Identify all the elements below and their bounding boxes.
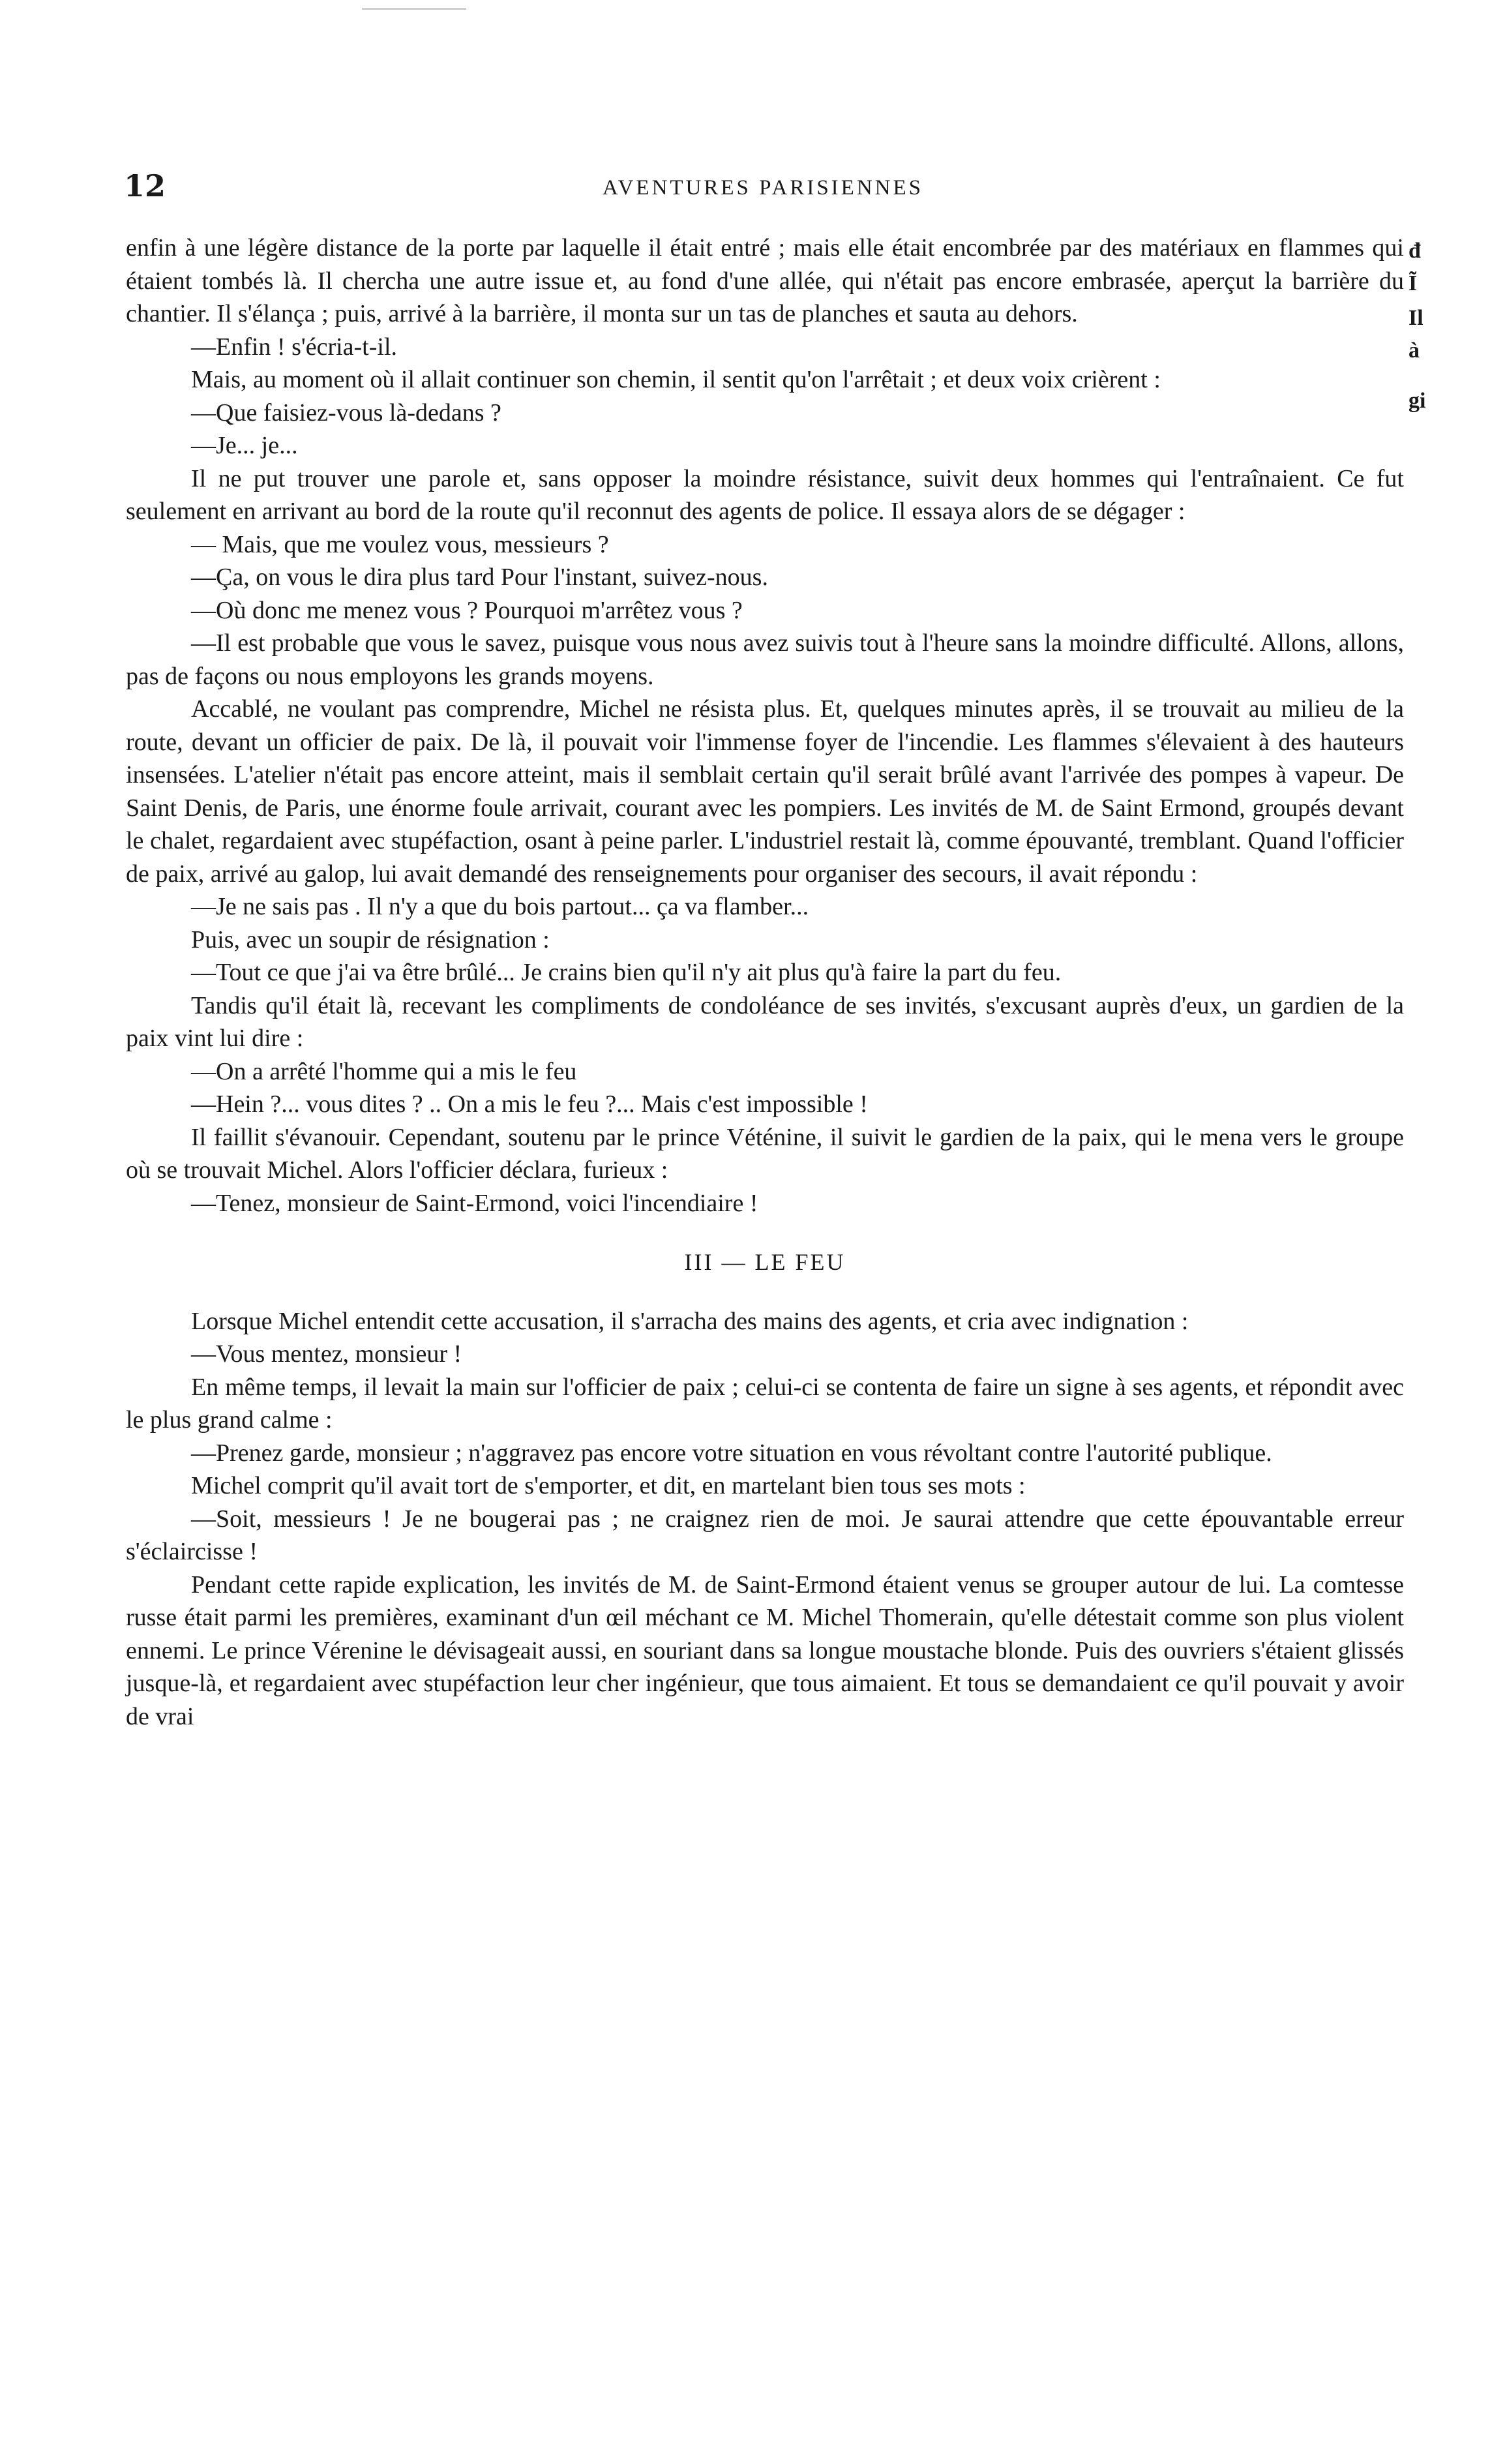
paragraph: —Tout ce que j'ai va être brûlé... Je crains bien qu'il n'y ait plus qu'à faire la part du feu. <box>191 959 1062 986</box>
margin-note: đ <box>1408 239 1421 263</box>
paragraph: —Je ne sais pas . Il n'y a que du bois partout... ça va flamber... <box>191 893 809 920</box>
paragraph: Michel comprit qu'il avait tort de s'emporter, et dit, en martelant bien tous ses mots : <box>191 1472 1026 1499</box>
body-text <box>126 232 1404 1733</box>
paragraph: En même temps, il levait la main sur l'officier de paix ; celui-ci se contenta de faire un signe à ses agents, et répondit avec le plus grand calme : <box>126 1373 1404 1434</box>
paragraph: —Il est probable que vous le savez, puisque vous nous avez suivis tout à l'heure sans la moindre difficulté. Allons, allons, pas de façons ou nous employons les grands moyens. <box>126 629 1404 690</box>
margin-note: à <box>1408 338 1420 363</box>
margin-note: gi <box>1408 389 1426 413</box>
paragraph: Tandis qu'il était là, recevant les compliments de condoléance de ses invités, s'excusant auprès d'eux, un gardien de la paix vint lui dire : <box>126 991 1404 1052</box>
page-header <box>124 168 1402 214</box>
paragraph: —Que faisiez-vous là-dedans ? <box>191 398 501 427</box>
paragraph: Accablé, ne voulant pas comprendre, Michel ne résista plus. Et, quelques minutes après, il se trouvait au milieu de la route, devant un officier de paix. De là, il pouvait voir l'immense foyer de l'incendie. Les flammes s'élevaient à des hauteurs insensées. L'atelier n'était pas encore atteint, mais il semblait certain qu'il serait brûlé avant l'arrivée des pompes à vapeur. De Saint Denis, de Paris, une énorme foule arrivait, courant avec les pompiers. Les invités de M. de Saint Ermond, groupés devant le chalet, regardaient avec stupéfaction, osant à peine parler. L'industriel restait là, comme épouvanté, tremblant. Quand l'officier de paix, arrivé au galop, lui avait demandé des renseignements pour organiser des secours, il avait répondu : <box>126 695 1404 888</box>
paragraph: Mais, au moment où il allait continuer son chemin, il sentit qu'on l'arrêtait ; et deux voix crièrent : <box>191 366 1161 393</box>
paragraph: —Soit, messieurs ! Je ne bougerai pas ; ne craignez rien de moi. Je saurai attendre que cette épouvantable erreur s'éclaircisse ! <box>126 1505 1404 1565</box>
paragraph: Il faillit s'évanouir. Cependant, soutenu par le prince Véténine, il suivit le gardien de la paix, qui le mena vers le groupe où se trouvait Michel. Alors l'officier déclara, furieux : <box>126 1123 1404 1184</box>
margin-note: Ĩ <box>1408 271 1418 295</box>
paragraph: —Tenez, monsieur de Saint-Ermond, voici l'incendiaire ! <box>191 1189 758 1217</box>
paragraph: —Prenez garde, monsieur ; n'aggravez pas encore votre situation en vous révoltant contre l'autorité publique. <box>191 1439 1272 1467</box>
chapter-heading: III — LE FEU <box>684 1249 846 1275</box>
paragraph: —Où donc me menez vous ? Pourquoi m'arrêtez vous ? <box>191 596 743 624</box>
paragraph: — Mais, que me voulez vous, messieurs ? <box>191 530 609 558</box>
paragraph: —Enfin ! s'écria-t-il. <box>191 333 398 361</box>
running-title: AVENTURES PARISIENNES <box>603 176 923 200</box>
page-number: 12 <box>124 168 166 203</box>
paragraph: Pendant cette rapide explication, les invités de M. de Saint-Ermond étaient venus se grouper autour de lui. La comtesse russe était parmi les premières, examinant d'un œil méchant ce M. Michel Thomerain, qu'elle détestait comme son plus violent ennemi. Le prince Vérenine le dévisageait aussi, en souriant dans sa longue moustache blonde. Puis des ouvriers s'étaient glissés jusque-là, et regardaient avec stupéfaction leur cher ingénieur, que tous aimaient. Et tous se demandaient ce qu'il pouvait y avoir de vrai <box>126 1570 1404 1730</box>
scan-artifact-line <box>362 8 466 10</box>
paragraph: —Ça, on vous le dira plus tard Pour l'instant, suivez-nous. <box>191 563 768 591</box>
paragraph: Puis, avec un soupir de résignation : <box>191 925 550 954</box>
margin-note: Il <box>1408 306 1423 330</box>
paragraph: Lorsque Michel entendit cette accusation, il s'arracha des mains des agents, et cria avec indignation : <box>191 1307 1189 1335</box>
paragraph: enfin à une légère distance de la porte par laquelle il était entré ; mais elle était encombrée par des matériaux en flammes qui étaient tombés là. Il chercha une autre issue et, au fond d'une allée, qui n'était pas encore embrasée, aperçut la barrière du chantier. Il s'élança ; puis, arrivé à la barrière, il monta sur un tas de planches et sauta au dehors. <box>126 234 1404 327</box>
paragraph: —Vous mentez, monsieur ! <box>191 1340 462 1368</box>
paragraph: —Je... je... <box>191 432 298 459</box>
paragraph: —Hein ?... vous dites ? .. On a mis le feu ?... Mais c'est impossible ! <box>191 1090 868 1118</box>
paragraph: —On a arrêté l'homme qui a mis le feu <box>191 1057 577 1085</box>
paragraph: Il ne put trouver une parole et, sans opposer la moindre résistance, suivit deux hommes qui l'entraînaient. Ce fut seulement en arrivant au bord de la route qu'il reconnut des agents de police. Il essaya alors de se dégager : <box>126 464 1404 525</box>
